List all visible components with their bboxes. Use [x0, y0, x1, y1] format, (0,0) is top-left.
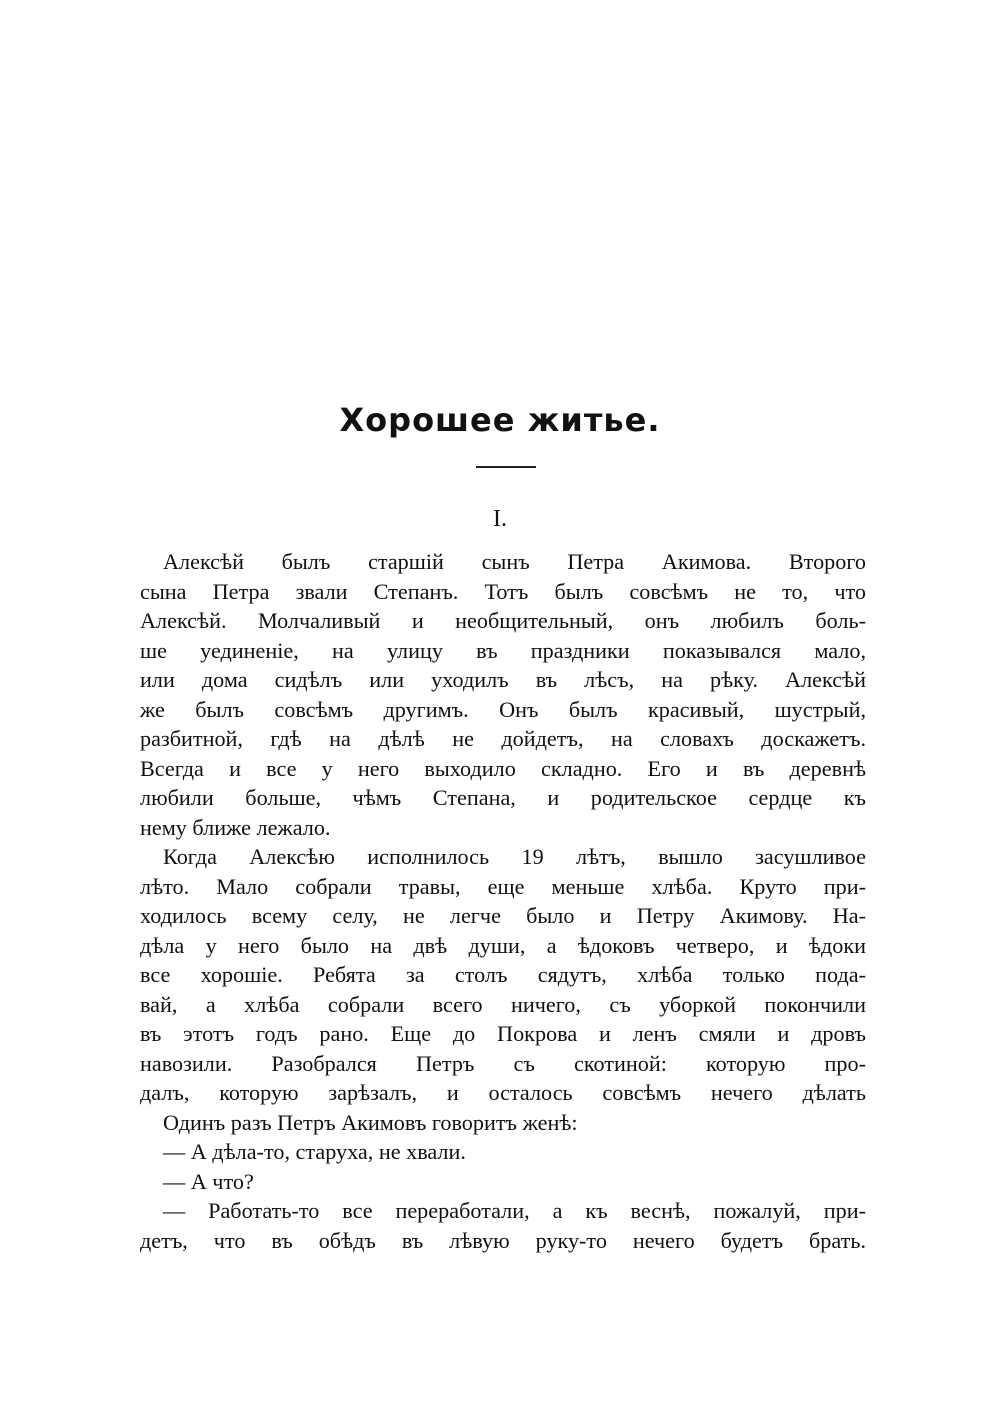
- text-line: Одинъ разъ Петръ Акимовъ говоритъ женѣ:: [163, 1109, 578, 1135]
- text-line: все хорошіе. Ребята за столъ сядутъ, хлѣба только пода-: [140, 962, 866, 987]
- text-line: далъ, которую зарѣзалъ, и осталось совсѣмъ нечего дѣлать: [140, 1080, 866, 1105]
- text-line: или дома сидѣлъ или уходилъ въ лѣсъ, на рѣку. Алексѣй: [140, 667, 866, 692]
- text-line: разбитной, гдѣ на дѣлѣ не дойдетъ, на словахъ доскажетъ.: [140, 726, 866, 751]
- text-line: Когда Алексѣю исполнилось 19 лѣтъ, вышло засушливое: [163, 844, 866, 869]
- text-line: вай, а хлѣба собрали всего ничего, съ уборкой покончили: [140, 991, 866, 1017]
- text-line: — Работать-то все переработали, а къ веснѣ, пожалуй, при-: [163, 1198, 866, 1223]
- title-divider: [476, 466, 536, 468]
- body-text: [140, 547, 866, 1255]
- text-line: нему ближе лежало.: [140, 814, 331, 840]
- chapter-title: Хорошее житье.: [339, 401, 661, 439]
- text-line: — А дѣла-то, старуха, не хвали.: [163, 1139, 466, 1164]
- text-line: Алексѣй. Молчаливый и необщительный, онъ любилъ боль-: [140, 608, 866, 633]
- text-line: Всегда и все у него выходило складно. Его и въ деревнѣ: [140, 755, 866, 781]
- text-line: въ этотъ годъ рано. Еще до Покрова и ленъ смяли и дровъ: [140, 1021, 866, 1046]
- text-line: лѣто. Мало собрали травы, еще меньше хлѣба. Круто при-: [140, 873, 866, 899]
- text-line: сына Петра звали Степанъ. Тотъ былъ совсѣмъ не то, что: [140, 578, 866, 604]
- text-line: детъ, что въ обѣдъ въ лѣвую руку-то нечего будетъ брать.: [140, 1227, 866, 1253]
- text-line: — А что?: [163, 1168, 254, 1194]
- text-line: ходилось всему селу, не легче было и Петру Акимову. На-: [140, 903, 866, 928]
- text-line: же былъ совсѣмъ другимъ. Онъ былъ красивый, шустрый,: [140, 696, 866, 722]
- text-line: Алексѣй былъ старшій сынъ Петра Акимова. Второго: [163, 549, 866, 574]
- text-line: навозили. Разобрался Петръ съ скотиной: которую про-: [140, 1050, 866, 1076]
- text-line: дѣла у него было на двѣ души, а ѣдоковъ четверо, и ѣдоки: [140, 932, 866, 958]
- text-line: ше уединеніе, на улицу въ праздники показывался мало,: [140, 637, 866, 663]
- text-line: любили больше, чѣмъ Степана, и родительское сердце къ: [140, 785, 866, 810]
- section-number: I.: [493, 506, 507, 532]
